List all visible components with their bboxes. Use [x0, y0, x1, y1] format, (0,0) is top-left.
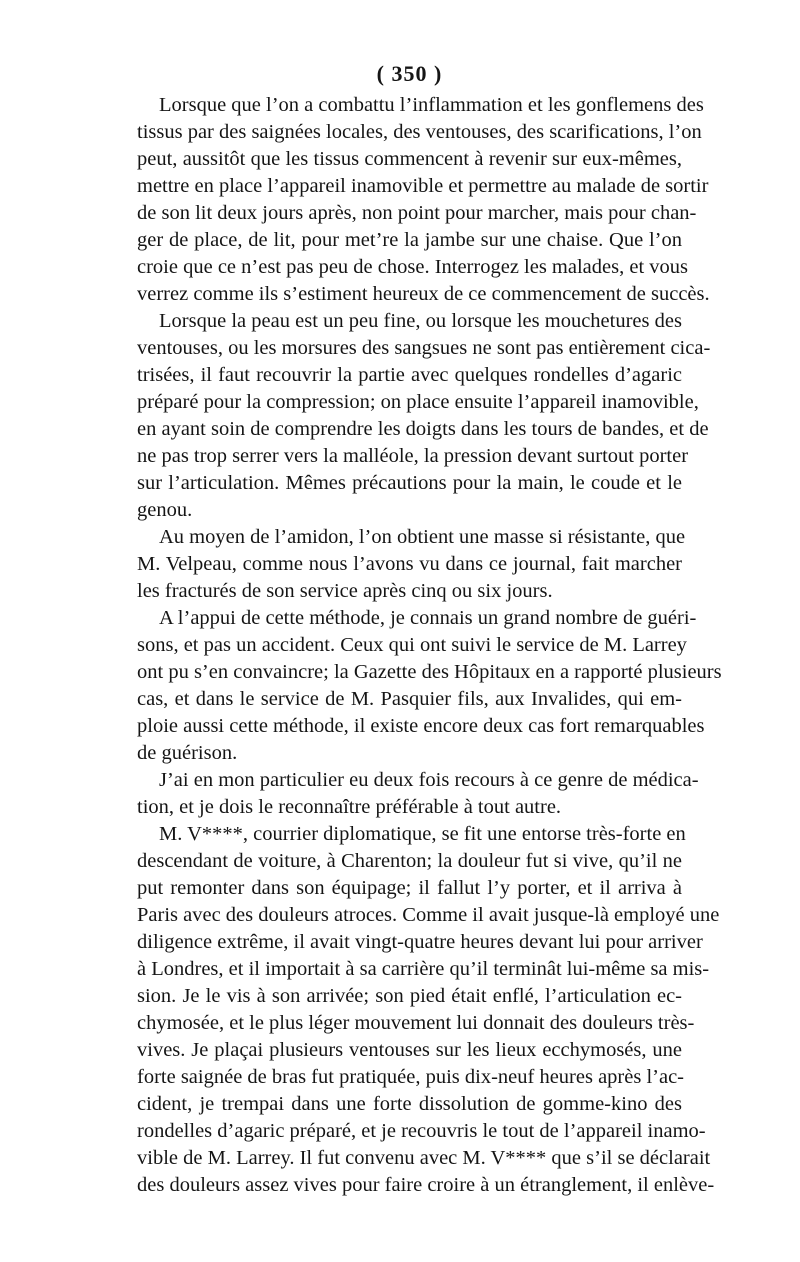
- text-line: à Londres, et il importait à sa carrière qu’il terminât lui-même sa mis-: [137, 958, 710, 980]
- text-line: ger de place, de lit, pour met’re la jambe sur une chaise. Que l’on: [137, 229, 682, 251]
- text-line: ne pas trop serrer vers la malléole, la pression devant surtout porter: [137, 445, 689, 467]
- text-line: de son lit deux jours après, non point pour marcher, mais pour chan-: [137, 202, 697, 224]
- paragraph: [137, 524, 686, 605]
- text-line: vives. Je plaçai plusieurs ventouses sur les lieux ecchymosés, une: [137, 1039, 682, 1061]
- text-line: vible de M. Larrey. Il fut convenu avec M. V**** que s’il se déclarait: [137, 1147, 711, 1169]
- paragraph: [137, 821, 720, 1199]
- text-line: chymosée, et le plus léger mouvement lui donnait des douleurs très-: [137, 1012, 695, 1034]
- text-line: de guérison.: [137, 742, 238, 764]
- text-line: tion, et je dois le reconnaître préférable à tout autre.: [137, 796, 562, 818]
- text-line: cas, et dans le service de M. Pasquier fils, aux Invalides, qui em-: [137, 688, 682, 710]
- text-line: mettre en place l’appareil inamovible et permettre au malade de sortir: [137, 175, 709, 197]
- text-line: cident, je trempai dans une forte dissolution de gomme-kino des: [137, 1093, 682, 1115]
- text-line: rondelles d’agaric préparé, et je recouvris le tout de l’appareil inamo-: [137, 1120, 706, 1142]
- text-line: tissus par des saignées locales, des ventouses, des scarifications, l’on: [137, 121, 702, 143]
- text-line: sons, et pas un accident. Ceux qui ont suivi le service de M. Larrey: [137, 634, 687, 656]
- text-line: peut, aussitôt que les tissus commencent à revenir sur eux-mêmes,: [137, 148, 682, 170]
- text-line: diligence extrême, il avait vingt-quatre heures devant lui pour arriver: [137, 931, 703, 953]
- text-line: trisées, il faut recouvrir la partie avec quelques rondelles d’agaric: [137, 364, 682, 386]
- text-line: préparé pour la compression; on place ensuite l’appareil inamovible,: [137, 391, 699, 413]
- paragraph: [137, 767, 699, 821]
- text-line: Paris avec des douleurs atroces. Comme il avait jusque-là employé une: [137, 904, 720, 926]
- text-line: ventouses, ou les morsures des sangsues ne sont pas entièrement cica-: [137, 337, 711, 359]
- text-line: croie que ce n’est pas peu de chose. Interrogez les malades, et vous: [137, 256, 688, 278]
- text-line: Lorsque la peau est un peu fine, ou lorsque les mouchetures des: [159, 310, 682, 332]
- text-line: en ayant soin de comprendre les doigts dans les tours de bandes, et de: [137, 418, 709, 440]
- page-number: ( 350 ): [376, 61, 443, 86]
- text-line: ploie aussi cette méthode, il existe encore deux cas fort remarquables: [137, 715, 705, 737]
- text-line: genou.: [137, 499, 193, 521]
- text-line: ont pu s’en convaincre; la Gazette des Hôpitaux en a rapporté plusieurs: [137, 661, 722, 683]
- text-line: put remonter dans son équipage; il fallut l’y porter, et il arriva à: [137, 877, 682, 899]
- text-line: descendant de voiture, à Charenton; la douleur fut si vive, qu’il ne: [137, 850, 682, 872]
- paragraph: [137, 92, 710, 308]
- text-line: forte saignée de bras fut pratiquée, puis dix-neuf heures après l’ac-: [137, 1066, 685, 1088]
- text-line: verrez comme ils s’estiment heureux de ce commencement de succès.: [137, 283, 710, 305]
- paragraph: [137, 605, 722, 767]
- text-line: J’ai en mon particulier eu deux fois recours à ce genre de médica-: [159, 769, 699, 791]
- paragraph: [137, 308, 711, 524]
- text-line: sur l’articulation. Mêmes précautions pour la main, le coude et le: [137, 472, 682, 494]
- text-line: les fracturés de son service après cinq ou six jours.: [137, 580, 553, 602]
- text-line: M. V****, courrier diplomatique, se fit une entorse très-forte en: [159, 823, 686, 845]
- text-line: A l’appui de cette méthode, je connais un grand nombre de guéri-: [159, 607, 697, 629]
- text-line: Au moyen de l’amidon, l’on obtient une masse si résistante, que: [159, 526, 686, 548]
- text-body: [137, 92, 722, 1199]
- text-line: Lorsque que l’on a combattu l’inflammation et les gonflemens des: [159, 94, 704, 116]
- text-line: sion. Je le vis à son arrivée; son pied était enflé, l’articulation ec-: [137, 985, 682, 1007]
- text-line: des douleurs assez vives pour faire croire à un étranglement, il enlève-: [137, 1174, 715, 1196]
- text-line: M. Velpeau, comme nous l’avons vu dans ce journal, fait marcher: [137, 553, 682, 575]
